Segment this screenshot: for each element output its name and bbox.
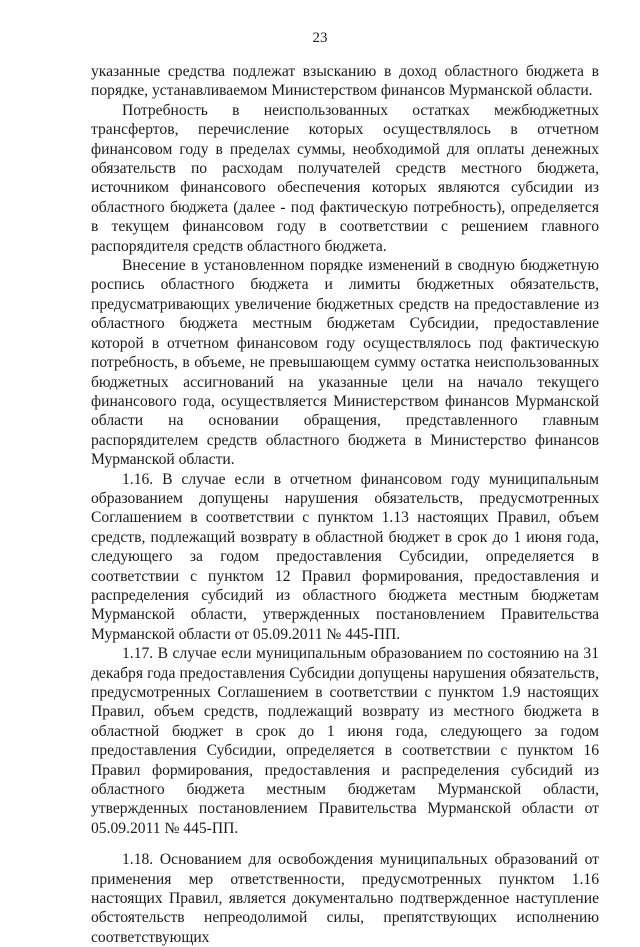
document-body: [91, 62, 599, 947]
paragraph-budget-changes: Внесение в установленном порядке изменений в сводную бюджетную роспись областного бюджета и лимиты бюджетных обязательств, предусматривающих увеличение бюджетных средств на предоставление из областного бюджета местным бюджетам Субсидии, предоставление которой в отчетном финансовом году осуществлялось под фактическую потребность, в объеме, не превышающем сумму остатка неиспользованных бюджетных ассигнований на указанные цели на начало текущего финансового года, осуществляется Министерством финансов Мурманской области на основании обращения, представленного главным распорядителем средств областного бюджета в Министерство финансов Мурманской области.: [91, 257, 599, 469]
paragraph-1-18: 1.18. Основанием для освобождения муниципальных образований от применения мер ответственности, предусмотренных пунктом 1.16 настоящих Правил, является документально подтвержденное наступление обстоятельств непреодолимой силы, препятствующих исполнению соответствующих: [91, 851, 599, 946]
paragraph-1-16: 1.16. В случае если в отчетном финансовом году муниципальным образованием допущены нарушения обязательств, предусмотренных Соглашением в соответствии с пунктом 1.13 настоящих Правил, объем средств, подлежащий возврату в областной бюджет в срок до 1 июня года, следующего за годом предоставления Субсидии, определяется в соответствии с пунктом 12 Правил формирования, предоставления и распределения субсидий из областного бюджета местным бюджетам Мурманской области, утвержденных постановлением Правительства Мурманской области от 05.09.2011 № 445-ПП.: [91, 470, 599, 643]
paragraph-actual-need: Потребность в неиспользованных остатках межбюджетных трансфертов, перечисление которых осуществлялось в отчетном финансовом году в пределах суммы, необходимой для оплаты денежных обязательств по расходам получателей средств местного бюджета, источником финансового обеспечения которых являются субсидии из областного бюджета (далее - под фактическую потребность), определяется в текущем финансовом году в соответствии с решением главного распорядителя средств областного бюджета.: [91, 101, 599, 255]
paragraph-1-17: 1.17. В случае если муниципальным образованием по состоянию на 31 декабря года предоставления Субсидии допущены нарушения обязательств, предусмотренных Соглашением в соответствии с пунктом 1.9 настоящих Правил, объем средств, подлежащий возврату из местного бюджета в областной бюджет в срок до 1 июня года, следующего за годом предоставления Субсидии, определяется в соответствии с пунктом 16 Правил формирования, предоставления и распределения субсидий из областного бюджета местным бюджетам Мурманской области, утвержденных постановлением Правительства Мурманской области от 05.09.2011 № 445-ПП.: [91, 645, 599, 837]
paragraph-continuation: указанные средства подлежат взысканию в доход областного бюджета в порядке, устанавливаемом Министерством финансов Мурманской области.: [91, 63, 599, 100]
page-number: 23: [312, 30, 328, 46]
